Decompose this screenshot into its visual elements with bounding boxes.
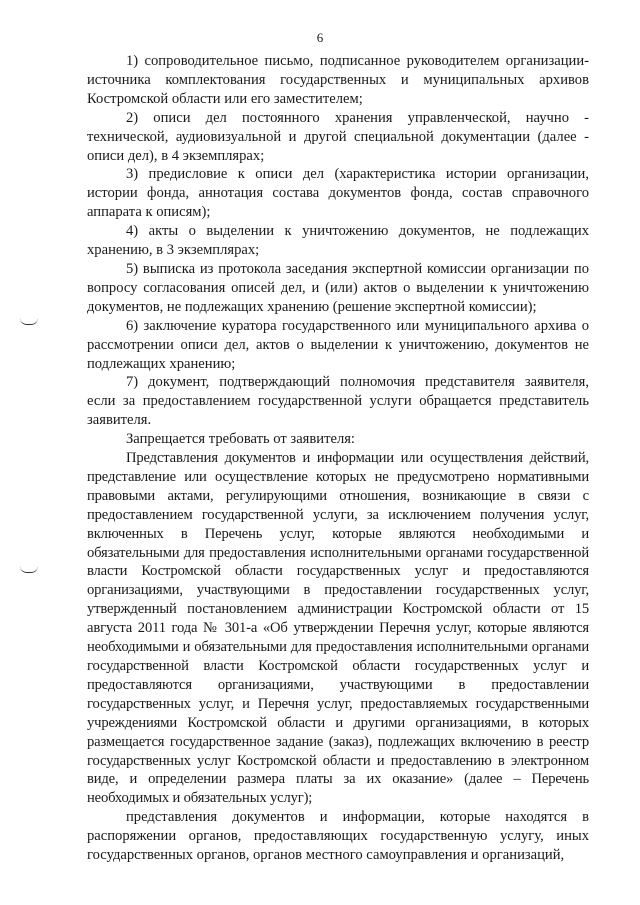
document-body xyxy=(87,52,589,865)
margin-mark xyxy=(20,318,38,325)
list-item-2: 2) описи дел постоянного хранения управленческой, научно - технической, аудиовизуальной и другой специальной документации (далее - описи дел), в 4 экземплярах; xyxy=(87,109,589,164)
list-item-3: 3) предисловие к описи дел (характеристика истории организации, истории фонда, аннотация состава документов фонда, состав справочного аппарата к описям); xyxy=(87,166,589,221)
prohibition-paragraph-1: Представления документов и информации или осуществления действий, представление или осуществление которых не предусмотрено нормативными правовыми актами, регулирующими отношения, возникающие в связи с предоставлением государственной услуги, за исключением получения услуг, включенных в Перечень услуг, которые являются необходимыми и обязательными для предоставления исполнительными органами государственной власти Костромской области государственных услуг и предоставляются организациями, участвующими в предоставлении государственных услуг, утвержденный постановлением администрации Костромской области от 15 августа 2011 года № 301-а «Об утверждении Перечня услуг, которые являются необходимыми и обязательными для предоставления исполнительными органами государственной власти Костромской области государственных услуг и предоставляются организациями, участвующими в предоставлении государственных услуг, и Перечня услуг, предоставляемых государственными учреждениями Костромской области и другими организациями, в которых размещается государственное задание (заказ), подлежащих включению в реестр государственных услуг Костромской области и предоставлению в электронном виде, и определении размера платы за их оказание» (далее – Перечень необходимых и обязательных услуг); xyxy=(87,450,589,807)
list-item-6: 6) заключение куратора государственного или муниципального архива о рассмотрении описи дел, актов о выделении к уничтожению, документов не подлежащих хранению; xyxy=(87,317,589,372)
page-number: 6 xyxy=(316,30,324,45)
margin-mark xyxy=(20,566,38,573)
list-item-4: 4) акты о выделении к уничтожению документов, не подлежащих хранению, в 3 экземплярах; xyxy=(87,223,589,259)
list-item-1: 1) сопроводительное письмо, подписанное руководителем организации-источника комплектования государственных и муниципальных архивов Костромской области или его заместителем; xyxy=(87,53,589,107)
prohibition-heading: Запрещается требовать от заявителя: xyxy=(126,431,355,448)
list-item-5: 5) выписка из протокола заседания экспертной комиссии организации по вопросу согласования описей дел, и (или) актов о выделении к уничтожению документов, не подлежащих хранению (решение экспертной комиссии); xyxy=(87,260,589,315)
list-item-7: 7) документ, подтверждающий полномочия представителя заявителя, если за предоставлением государственной услуги обращается представитель заявителя. xyxy=(87,374,589,429)
prohibition-paragraph-2: представления документов и информации, которые находятся в распоряжении органов, предоставляющих государственную услугу, иных государственных органов, органов местного самоуправления и организаций, xyxy=(87,809,589,864)
